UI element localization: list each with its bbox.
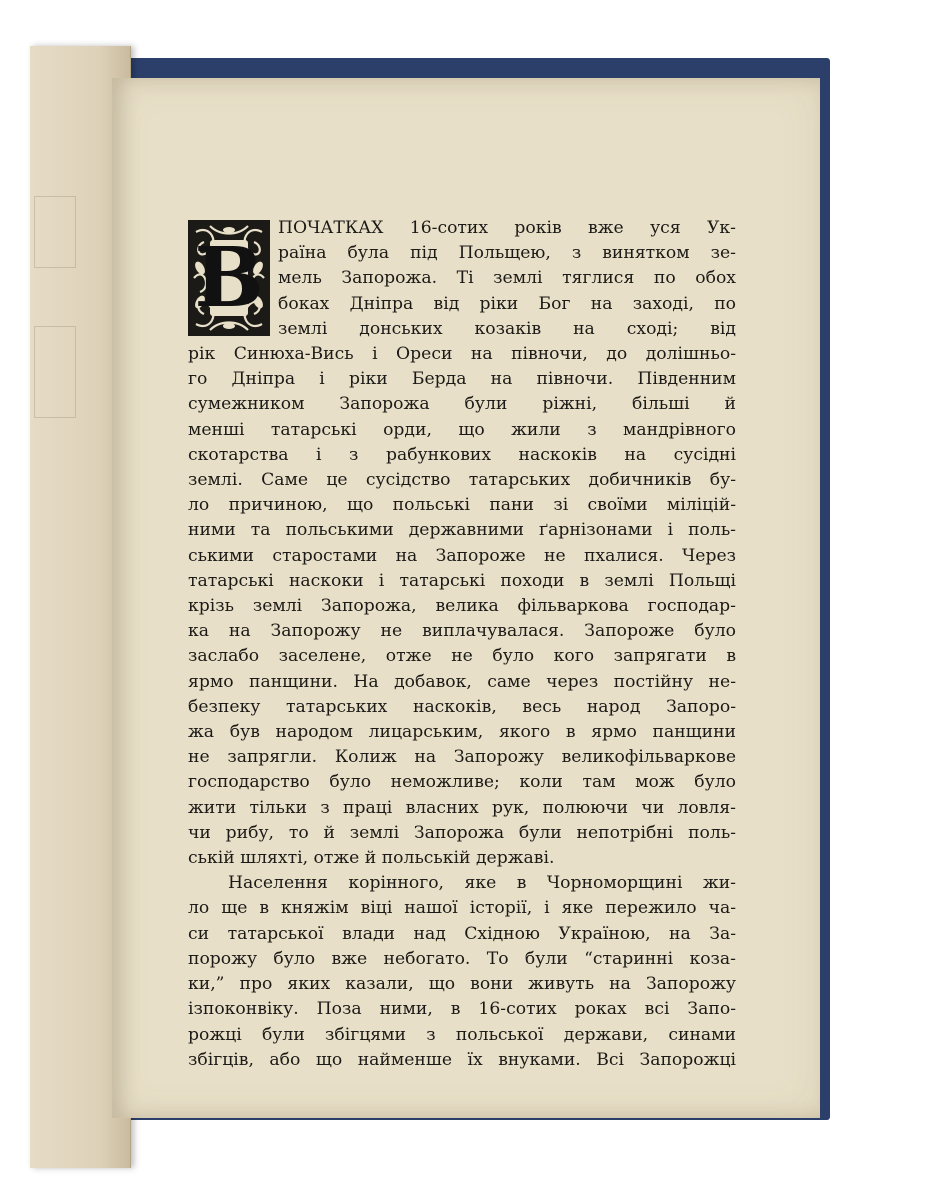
text-line: раїна була під Польщею, з винятком зе- (278, 243, 736, 264)
text-line: ярмо панщини. На добавок, саме через постійну не- (188, 671, 736, 692)
text-line: ськими старостами на Запороже не пхалися. Через (188, 545, 736, 566)
text-line: Населення корінного, яке в Чорноморщині жи- (228, 873, 736, 894)
text-line: рожці були збігцями з польської держави, синами (188, 1024, 736, 1045)
text-line: землі донських козаків на сході; від (278, 318, 736, 339)
text-line: ській шляхті, отже й польській державі. (188, 848, 555, 869)
text-line: заслабо заселене, отже не було кого запрягати в (188, 646, 736, 667)
paragraph-1 (188, 216, 736, 871)
show-through-print (34, 326, 76, 418)
paragraph-2 (188, 871, 736, 1073)
text-line: ки,” про яких казали, що вони живуть на Запорожу (188, 974, 736, 995)
text-line: ПОЧАТКАХ 16-сотих років вже уся Ук- (278, 218, 736, 238)
text-line: си татарської влади над Східною Україною, на За- (188, 923, 736, 944)
text-line: го Дніпра і ріки Берда на півночи. Південним (188, 369, 736, 390)
text-line: мель Запорожа. Ті землі тяглися по обох (278, 268, 736, 289)
text-line: боках Дніпра від ріки Бог на заході, по (278, 293, 736, 314)
text-line: жити тільки з праці власних рук, полюючи чи ловля- (188, 797, 736, 818)
text-line: рік Синюха-Вись і Ореси на півночи, до долішньо- (188, 344, 736, 365)
text-line: ка на Запорожу не виплачувалася. Запороже було (188, 621, 736, 642)
text-line: господарство було неможливе; коли там мож було (188, 772, 736, 793)
ornamental-drop-cap (188, 220, 270, 336)
drop-cap-letter: В (194, 230, 264, 326)
book-page (112, 78, 820, 1118)
text-line: крізь землі Запорожа, велика фільваркова господар- (188, 596, 736, 617)
page-text (188, 216, 736, 1073)
text-line: ними та польськими державними ґарнізонами і поль- (188, 520, 736, 541)
text-line: татарські наскоки і татарські походи в землі Польщі (188, 570, 736, 591)
text-line: жа був народом лицарським, якого в ярмо панщини (188, 722, 736, 743)
text-line: безпеку татарських наскоків, весь народ Запоро- (188, 696, 736, 717)
text-line: сумежником Запорожа були ріжні, більші й (188, 394, 736, 415)
text-line: збігців, або що найменше їх внуками. Всі Запорожці (188, 1049, 736, 1070)
text-line: землі. Саме це сусідство татарських добичників бу- (188, 470, 736, 491)
text-line: менші татарські орди, що жили з мандрівного (188, 419, 736, 440)
text-line: не запрягли. Колиж на Запорожу великофільваркове (188, 747, 736, 768)
text-line: ізпоконвіку. Поза ними, в 16-сотих роках всі Запо- (188, 999, 736, 1020)
text-line: скотарства і з рабункових наскоків на сусідні (188, 444, 736, 465)
show-through-print (34, 196, 76, 268)
text-line: ло причиною, що польські пани зі своїми міліцій- (188, 495, 736, 516)
text-line: чи рибу, то й землі Запорожа були непотрібні поль- (188, 822, 736, 843)
text-line: порожу було вже небогато. То були “старинні коза- (188, 948, 736, 969)
text-line: ло ще в княжім віці нашої історії, і яке пережило ча- (188, 898, 736, 919)
